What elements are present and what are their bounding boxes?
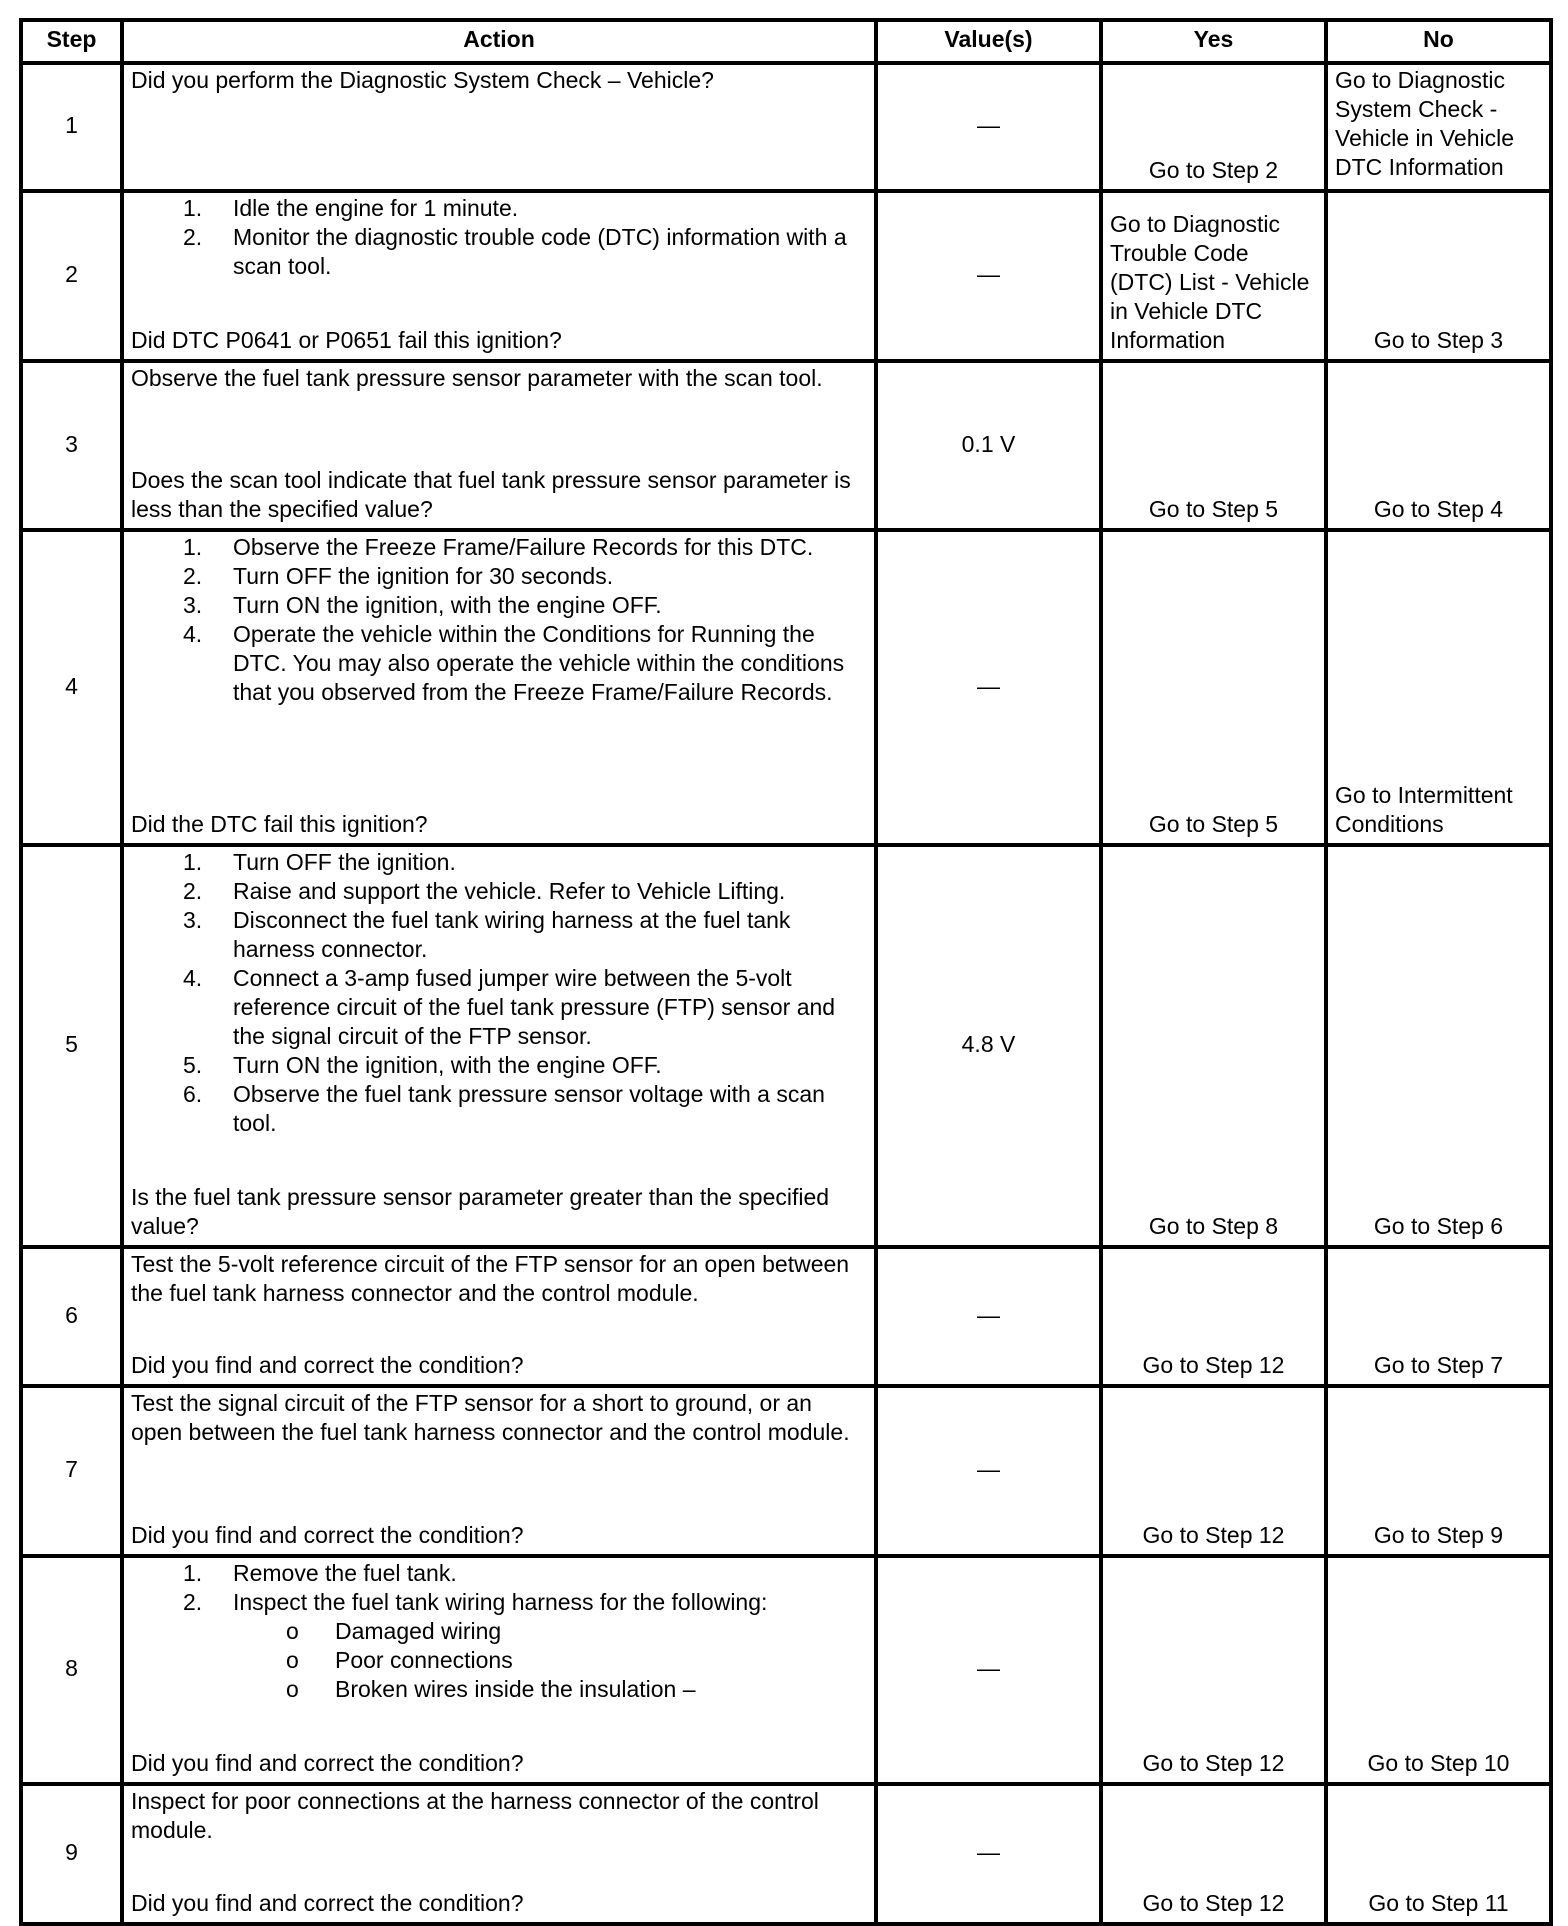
yes-cell: Go to Step 5 bbox=[1101, 361, 1326, 530]
step-number: 2 bbox=[21, 191, 122, 361]
action-intro: Test the signal circuit of the FTP sensor for a short to ground, or an open between the fuel tank harness connector and the control module. bbox=[131, 1390, 850, 1445]
value-cell: — bbox=[876, 63, 1101, 191]
list-item bbox=[131, 877, 867, 906]
table-row bbox=[21, 191, 1551, 361]
no-cell: Go to Intermittent Conditions bbox=[1326, 530, 1551, 845]
list-number: 1. bbox=[183, 849, 203, 875]
action-cell bbox=[122, 63, 876, 191]
bullet-text: Poor connections bbox=[335, 1647, 513, 1673]
list-number: 2. bbox=[183, 1589, 203, 1615]
action-question: Did you find and correct the condition? bbox=[131, 1352, 524, 1378]
action-cell bbox=[122, 845, 876, 1247]
step-number: 5 bbox=[21, 845, 122, 1247]
no-cell: Go to Step 9 bbox=[1326, 1386, 1551, 1556]
step-number: 1 bbox=[21, 63, 122, 191]
list-text: Turn ON the ignition, with the engine OFF. bbox=[233, 592, 662, 618]
no-cell: Go to Diagnostic System Check - Vehicle in Vehicle DTC Information bbox=[1326, 63, 1551, 191]
action-cell bbox=[122, 1386, 876, 1556]
list-number: 3. bbox=[183, 907, 203, 933]
no-cell: Go to Step 7 bbox=[1326, 1247, 1551, 1386]
bullet-list bbox=[131, 1617, 867, 1704]
table-row bbox=[21, 1784, 1551, 1924]
list-number: 2. bbox=[183, 878, 203, 904]
list-number: 1. bbox=[183, 195, 203, 221]
list-item bbox=[131, 1559, 867, 1588]
action-question: Is the fuel tank pressure sensor parameter greater than the specified value? bbox=[131, 1184, 830, 1239]
yes-cell: Go to Step 12 bbox=[1101, 1556, 1326, 1784]
action-cell bbox=[122, 1556, 876, 1784]
list-number: 6. bbox=[183, 1081, 203, 1107]
bullet-marker: o bbox=[286, 1676, 299, 1702]
yes-cell: Go to Step 8 bbox=[1101, 845, 1326, 1247]
list-text: Idle the engine for 1 minute. bbox=[233, 195, 519, 221]
list-text: Disconnect the fuel tank wiring harness at the fuel tank harness connector. bbox=[233, 907, 791, 962]
action-question: Does the scan tool indicate that fuel tank pressure sensor parameter is less than the specified value? bbox=[131, 467, 851, 522]
list-text: Observe the Freeze Frame/Failure Records for this DTC. bbox=[233, 534, 814, 560]
value-cell: — bbox=[876, 1247, 1101, 1386]
action-question: Did you find and correct the condition? bbox=[131, 1750, 524, 1776]
bullet-marker: o bbox=[286, 1618, 299, 1644]
yes-cell: Go to Step 2 bbox=[1101, 63, 1326, 191]
numbered-list bbox=[131, 533, 867, 707]
table-row bbox=[21, 1556, 1551, 1784]
list-item bbox=[131, 1588, 867, 1617]
numbered-list bbox=[131, 194, 867, 281]
action-intro: Test the 5-volt reference circuit of the FTP sensor for an open between the fuel tank harness connector and the control module. bbox=[131, 1251, 850, 1306]
no-cell: Go to Step 10 bbox=[1326, 1556, 1551, 1784]
step-number: 3 bbox=[21, 361, 122, 530]
numbered-list bbox=[131, 848, 867, 1138]
list-item bbox=[131, 1080, 867, 1138]
action-question: Did you find and correct the condition? bbox=[131, 1522, 524, 1548]
value-cell: — bbox=[876, 1784, 1101, 1924]
list-text: Remove the fuel tank. bbox=[233, 1560, 457, 1586]
action-cell bbox=[122, 530, 876, 845]
action-cell bbox=[122, 1784, 876, 1924]
bullet-item bbox=[131, 1646, 867, 1675]
list-text: Turn ON the ignition, with the engine OFF. bbox=[233, 1052, 662, 1078]
value-cell: — bbox=[876, 530, 1101, 845]
list-text: Monitor the diagnostic trouble code (DTC) information with a scan tool. bbox=[233, 224, 847, 279]
table-row bbox=[21, 63, 1551, 191]
step-number: 7 bbox=[21, 1386, 122, 1556]
list-item bbox=[131, 964, 867, 1051]
list-item bbox=[131, 1051, 867, 1080]
yes-cell: Go to Step 12 bbox=[1101, 1247, 1326, 1386]
yes-cell: Go to Diagnostic Trouble Code (DTC) List - Vehicle in Vehicle DTC Information bbox=[1101, 191, 1326, 361]
list-item bbox=[131, 194, 867, 223]
list-number: 2. bbox=[183, 224, 203, 250]
action-question: Did DTC P0641 or P0651 fail this ignition? bbox=[131, 327, 562, 353]
bullet-text: Damaged wiring bbox=[335, 1618, 502, 1644]
table-row bbox=[21, 1247, 1551, 1386]
list-text: Turn OFF the ignition. bbox=[233, 849, 456, 875]
step-number: 4 bbox=[21, 530, 122, 845]
yes-cell: Go to Step 12 bbox=[1101, 1784, 1326, 1924]
list-text: Observe the fuel tank pressure sensor voltage with a scan tool. bbox=[233, 1081, 825, 1136]
table-row bbox=[21, 530, 1551, 845]
header-step: Step bbox=[21, 20, 122, 63]
bullet-item bbox=[131, 1675, 867, 1704]
no-cell: Go to Step 3 bbox=[1326, 191, 1551, 361]
value-cell: 4.8 V bbox=[876, 845, 1101, 1247]
list-number: 4. bbox=[183, 965, 203, 991]
yes-cell: Go to Step 5 bbox=[1101, 530, 1326, 845]
numbered-list bbox=[131, 1559, 867, 1617]
list-number: 4. bbox=[183, 621, 203, 647]
step-number: 6 bbox=[21, 1247, 122, 1386]
yes-cell: Go to Step 12 bbox=[1101, 1386, 1326, 1556]
list-number: 2. bbox=[183, 563, 203, 589]
bullet-marker: o bbox=[286, 1647, 299, 1673]
list-text: Raise and support the vehicle. Refer to Vehicle Lifting. bbox=[233, 878, 786, 904]
no-cell: Go to Step 4 bbox=[1326, 361, 1551, 530]
table-row bbox=[21, 1386, 1551, 1556]
header-no: No bbox=[1326, 20, 1551, 63]
list-number: 5. bbox=[183, 1052, 203, 1078]
list-item bbox=[131, 562, 867, 591]
list-item bbox=[131, 533, 867, 562]
header-action: Action bbox=[122, 20, 876, 63]
no-cell: Go to Step 6 bbox=[1326, 845, 1551, 1247]
list-number: 1. bbox=[183, 1560, 203, 1586]
action-cell bbox=[122, 1247, 876, 1386]
diagnostic-table bbox=[19, 18, 1553, 1926]
list-text: Operate the vehicle within the Conditions for Running the DTC. You may also operate the vehicle within the conditions that you observed from the Freeze Frame/Failure Records. bbox=[233, 621, 845, 705]
list-number: 1. bbox=[183, 534, 203, 560]
value-cell: — bbox=[876, 1386, 1101, 1556]
action-cell bbox=[122, 361, 876, 530]
list-item bbox=[131, 848, 867, 877]
bullet-item bbox=[131, 1617, 867, 1646]
action-question: Did you find and correct the condition? bbox=[131, 1890, 524, 1916]
list-item bbox=[131, 591, 867, 620]
list-number: 3. bbox=[183, 592, 203, 618]
action-question: Did the DTC fail this ignition? bbox=[131, 811, 428, 837]
table-row bbox=[21, 361, 1551, 530]
list-text: Connect a 3-amp fused jumper wire between the 5-volt reference circuit of the fuel tank pressure (FTP) sensor and the signal circuit of the FTP sensor. bbox=[233, 965, 836, 1049]
list-item bbox=[131, 620, 867, 707]
value-cell: 0.1 V bbox=[876, 361, 1101, 530]
step-number: 8 bbox=[21, 1556, 122, 1784]
header-values: Value(s) bbox=[876, 20, 1101, 63]
value-cell: — bbox=[876, 191, 1101, 361]
action-cell bbox=[122, 191, 876, 361]
bullet-text: Broken wires inside the insulation – bbox=[335, 1676, 696, 1702]
no-cell: Go to Step 11 bbox=[1326, 1784, 1551, 1924]
header-yes: Yes bbox=[1101, 20, 1326, 63]
list-text: Turn OFF the ignition for 30 seconds. bbox=[233, 563, 614, 589]
action-intro: Inspect for poor connections at the harness connector of the control module. bbox=[131, 1788, 819, 1843]
value-cell: — bbox=[876, 1556, 1101, 1784]
step-number: 9 bbox=[21, 1784, 122, 1924]
table-row bbox=[21, 845, 1551, 1247]
list-text: Inspect the fuel tank wiring harness for the following: bbox=[233, 1589, 768, 1615]
action-intro: Did you perform the Diagnostic System Check – Vehicle? bbox=[131, 67, 714, 93]
header-row bbox=[21, 20, 1551, 63]
list-item bbox=[131, 906, 867, 964]
list-item bbox=[131, 223, 867, 281]
action-intro: Observe the fuel tank pressure sensor parameter with the scan tool. bbox=[131, 365, 823, 391]
